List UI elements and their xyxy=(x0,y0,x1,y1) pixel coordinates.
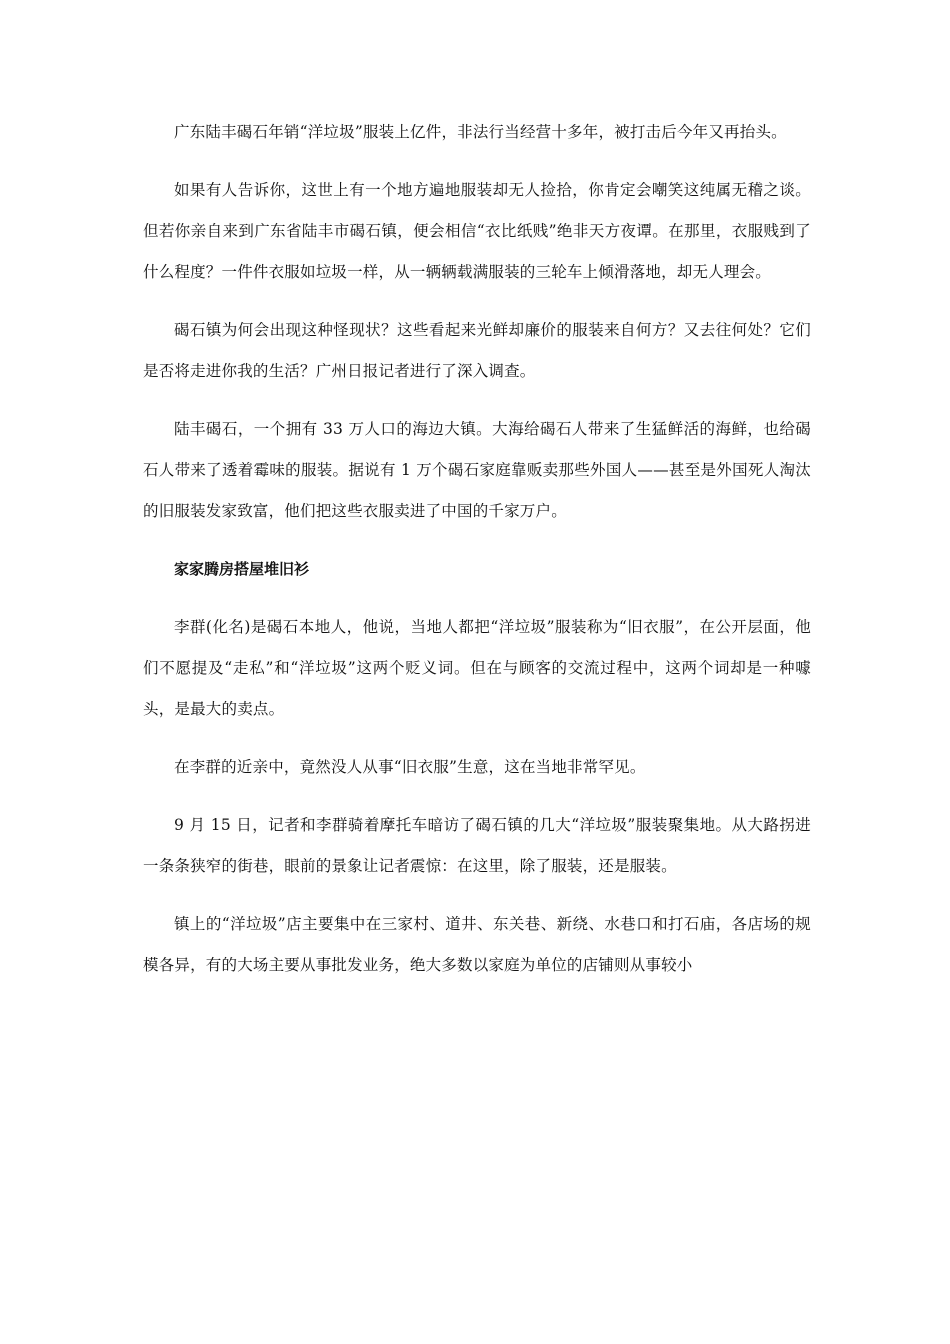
question-paragraph: 碣石镇为何会出现这种怪现状？这些看起来光鲜却廉价的服装来自何方？又去往何处？它们是否将走进你我的生活？广州日报记者进行了深入调查。 xyxy=(143,321,811,380)
document-page xyxy=(143,112,811,986)
section-heading: 家家腾房搭屋堆旧衫 xyxy=(174,560,310,578)
section-paragraph: 在李群的近亲中，竟然没人从事“旧衣服”生意，这在当地非常罕见。 xyxy=(174,758,646,776)
intro-paragraph: 如果有人告诉你，这世上有一个地方遍地服装却无人捡拾，你肯定会嘲笑这纯属无稽之谈。但若你亲自来到广东省陆丰市碣石镇，便会相信“衣比纸贱”绝非天方夜谭。在那里，衣服贱到了什么程度？一件件衣服如垃圾一样，从一辆辆载满服装的三轮车上倾滑落地，却无人理会。 xyxy=(143,181,811,281)
lead-paragraph: 广东陆丰碣石年销“洋垃圾”服装上亿件，非法行当经营十多年，被打击后今年又再抬头。 xyxy=(174,123,787,141)
section-paragraph: 镇上的“洋垃圾”店主要集中在三家村、道井、东关巷、新绕、水巷口和打石庙，各店场的规模各异，有的大场主要从事批发业务，绝大多数以家庭为单位的店铺则从事较小 xyxy=(143,915,811,974)
section-paragraph: 9 月 15 日，记者和李群骑着摩托车暗访了碣石镇的几大“洋垃圾”服装聚集地。从大路拐进一条条狭窄的街巷，眼前的景象让记者震惊：在这里，除了服装，还是服装。 xyxy=(143,816,811,875)
background-paragraph: 陆丰碣石，一个拥有 33 万人口的海边大镇。大海给碣石人带来了生猛鲜活的海鲜，也给碣石人带来了透着霉味的服装。据说有 1 万个碣石家庭靠贩卖那些外国人——甚至是外国死人淘汰的旧服装发家致富，他们把这些衣服卖进了中国的千家万户。 xyxy=(143,420,811,520)
section-paragraph: 李群(化名)是碣石本地人，他说，当地人都把“洋垃圾”服装称为“旧衣服”，在公开层面，他们不愿提及“走私”和“洋垃圾”这两个贬义词。但在与顾客的交流过程中，这两个词却是一种噱头，是最大的卖点。 xyxy=(143,618,811,718)
